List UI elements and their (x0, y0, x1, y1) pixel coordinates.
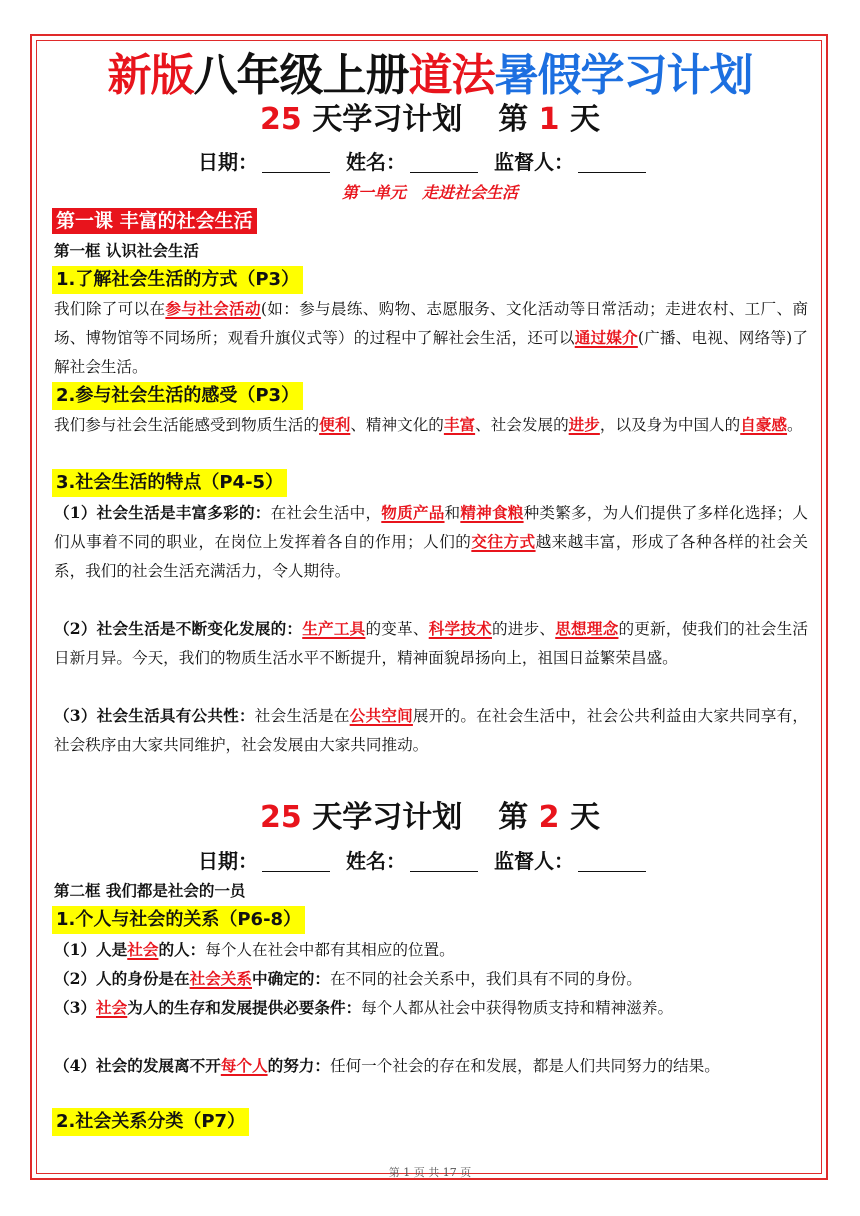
frame1-title: 第一框 认识社会生活 (54, 241, 199, 260)
keyword: 生产工具 (302, 620, 366, 638)
keyword: 每个人 (220, 1057, 268, 1075)
unit-title: 第一单元 走进社会生活 (341, 183, 518, 202)
day1-form-line: 日期： 姓名： 监督人： (0, 148, 860, 176)
day2-form-line: 日期： 姓名： 监督人： (0, 847, 860, 875)
keyword: 进步 (568, 416, 600, 434)
keyword: 思想理念 (555, 620, 619, 638)
keyword: 交往方式 (471, 533, 536, 551)
section3-heading: 3.社会生活的特点（P4-5） (52, 469, 287, 497)
main-title (0, 48, 860, 104)
section1-heading: 1.了解社会生活的方式（P3） (52, 266, 303, 294)
title-part-subject: 道法 (408, 50, 495, 101)
keyword: 社会 (127, 941, 159, 959)
lesson-banner: 第一课 丰富的社会生活 (52, 208, 257, 234)
date-field[interactable] (262, 851, 330, 872)
keyword: 精神食粮 (460, 504, 524, 522)
section3-point3: （3）社会生活具有公共性：社会生活是在公共空间展开的。在社会生活中，社会公共利益由大家共同享有，社会秩序由大家共同维护，社会发展由大家共同推动。 (54, 706, 808, 754)
day2-title: 25 天学习计划 第 2 天 (260, 800, 600, 835)
keyword: 便利 (319, 416, 351, 434)
section1-text: 我们除了可以在参与社会活动(如：参与晨练、购物、志愿服务、文化活动等日常活动；走进农村、工厂、商场、博物馆等不同场所；观看升旗仪式等）的过程中了解社会生活，还可以通过媒介(广播、电视、网络等)了解社会生活。 (54, 300, 808, 376)
title-part-grade: 八年级上册 (193, 50, 409, 101)
section4-point4: （4）社会的发展离不开每个人的努力：任何一个社会的存在和发展，都是人们共同努力的结果。 (54, 1056, 720, 1075)
frame2-title: 第二框 我们都是社会的一员 (54, 881, 246, 900)
name-field[interactable] (410, 152, 478, 173)
section4-point1: （1）人是社会的人：每个人在社会中都有其相应的位置。 (54, 940, 455, 959)
day1-title: 25 天学习计划 第 1 天 (260, 102, 600, 137)
section4-point3: （3）社会为人的生存和发展提供必要条件：每个人都从社会中获得物质支持和精神滋养。 (54, 998, 674, 1017)
title-part-new: 新版 (107, 50, 194, 101)
keyword: 自豪感 (740, 416, 788, 434)
section4-heading: 1.个人与社会的关系（P6-8） (52, 906, 305, 934)
section2-heading: 2.参与社会生活的感受（P3） (52, 382, 303, 410)
keyword: 通过媒介 (574, 329, 638, 347)
keyword: 社会关系 (189, 970, 252, 988)
keyword: 丰富 (443, 416, 476, 434)
supervisor-field[interactable] (578, 152, 646, 173)
section3-point2: （2）社会生活是不断变化发展的：生产工具的变革、科学技术的进步、思想理念的更新，使我们的社会生活日新月异。今天，我们的物质生活水平不断提升，精神面貌昂扬向上，祖国日益繁荣昌盛。 (54, 619, 808, 667)
keyword: 科学技术 (428, 620, 492, 638)
section3-point1: （1）社会生活是丰富多彩的：在社会生活中，物质产品和精神食粮种类繁多，为人们提供了多样化选择；人们从事着不同的职业，在岗位上发挥着各自的作用；人们的交往方式越来越丰富，形成了各种各样的社会关系，我们的社会生活充满活力，令人期待。 (54, 503, 808, 580)
name-field[interactable] (410, 851, 478, 872)
title-part-plan: 暑假学习计划 (494, 50, 753, 101)
supervisor-field[interactable] (578, 851, 646, 872)
section5-heading: 2.社会关系分类（P7） (52, 1108, 249, 1136)
section4-point2: （2）人的身份是在社会关系中确定的：在不同的社会关系中，我们具有不同的身份。 (54, 969, 642, 988)
date-field[interactable] (262, 152, 330, 173)
section2-text: 我们参与社会生活能感受到物质生活的便利、精神文化的丰富、社会发展的进步，以及身为中国人的自豪感。 (54, 416, 803, 434)
keyword: 社会 (96, 999, 128, 1017)
keyword: 公共空间 (349, 707, 413, 725)
keyword: 参与社会活动 (165, 300, 261, 318)
page-footer: 第 1 页 共 17 页 (388, 1166, 472, 1179)
keyword: 物质产品 (381, 504, 445, 522)
